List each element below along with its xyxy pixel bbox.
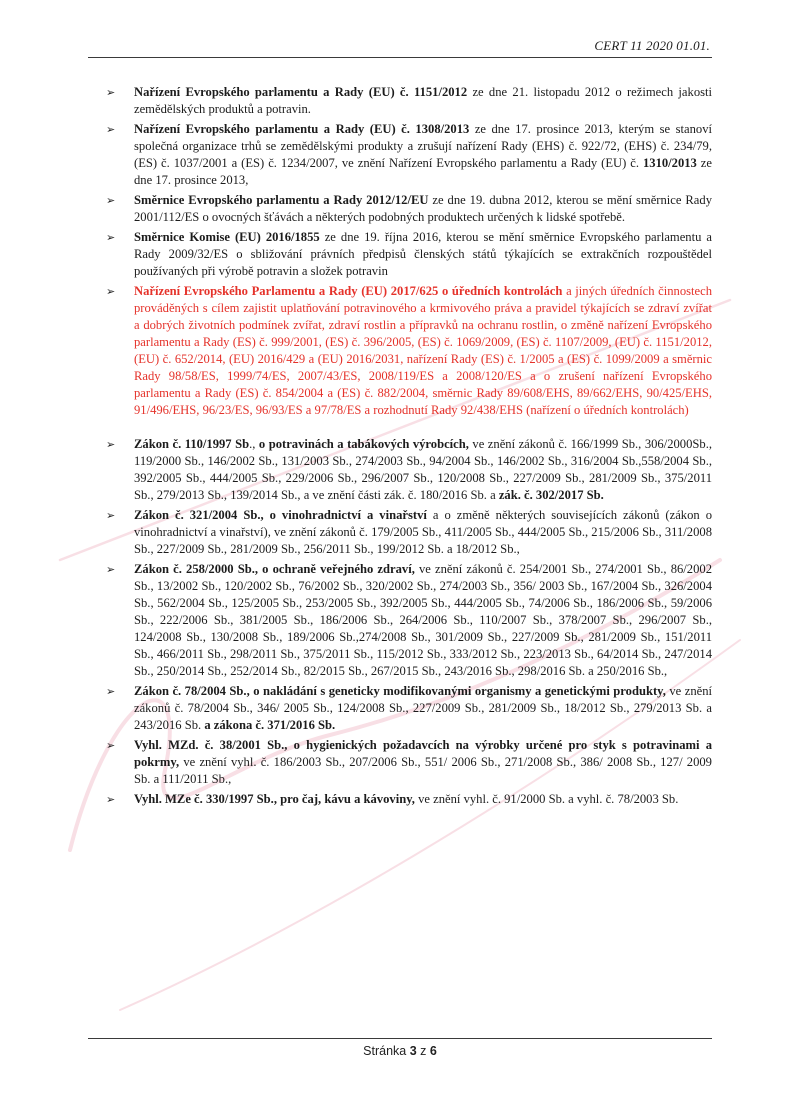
list-item	[106, 561, 712, 680]
arrow-bullet-icon: ➢	[106, 231, 116, 244]
footer-page-number: 3	[409, 1044, 417, 1058]
list-item	[106, 192, 712, 226]
arrow-bullet-icon: ➢	[106, 509, 116, 522]
list-item-text: Směrnice Komise (EU) 2016/1855 ze dne 19. října 2016, kterou se mění směrnice Evropského parlamentu a Rady 2009/32/ES o sbližování právních předpisů členských států týkajících se extrakčních rozpouštědel používaných při výrobě potravin a složek potravin	[134, 230, 712, 278]
list-item	[106, 683, 712, 734]
arrow-bullet-icon: ➢	[106, 86, 116, 99]
arrow-bullet-icon: ➢	[106, 793, 116, 806]
page-footer	[88, 1044, 712, 1058]
footer-of: z	[416, 1044, 430, 1058]
list-item-text: Nařízení Evropského parlamentu a Rady (EU) č. 1151/2012 ze dne 21. listopadu 2012 o režimech jakosti zemědělských produktů a potravin.	[134, 85, 713, 116]
arrow-bullet-icon: ➢	[106, 438, 116, 451]
list-item	[106, 791, 712, 808]
list-item	[106, 283, 712, 419]
footer-total-pages: 6	[429, 1044, 437, 1058]
list-item-text: Zákon č. 78/2004 Sb., o nakládání s geneticky modifikovanými organismy a genetickými produkty, ve znění zákonů č. 78/2004 Sb., 346/ 2005 Sb., 124/2008 Sb., 227/2009 Sb., 281/2009 Sb., 18/2012 Sb., 279/2013 Sb. a 243/2016 Sb. a zákona č. 371/2016 Sb.	[134, 684, 713, 732]
document-code: CERT 11 2020 01.01.	[594, 38, 710, 53]
header-rule	[88, 57, 712, 58]
arrow-bullet-icon: ➢	[106, 194, 116, 207]
list-item-text: Nařízení Evropského Parlamentu a Rady (EU) 2017/625 o úředních kontrolách a jiných úředních činnostech prováděných s cílem zajistit uplatňování potravinového a krmivového práva a pravidel týkajících se zdraví zvířat a dobrých životních podmínek zvířat, zdraví rostlin a přípravků na ochranu rostlin, o změně nařízení Evropského parlamentu a Rady (ES) č. 999/2001, (ES) č. 396/2005, (ES) č. 1069/2009, (ES) č. 1107/2009, (EU) č. 1151/2012, (EU) č. 652/2014, (EU) 2016/429 a (EU) 2016/2031, nařízení Rady (ES) č. 1/2005 a (ES) č. 1099/2009 a směrnic Rady 98/58/ES, 1999/74/ES, 2007/43/ES, 2008/119/ES a 2008/120/ES a o zrušení nařízení Evropského parlamentu a Rady (ES) č. 854/2004 a (ES) č. 882/2004, směrnic Rady 89/608/EHS, 89/662/EHS, 90/425/EHS, 91/496/EHS, 96/23/ES, 96/93/ES a 97/78/ES a rozhodnutí Rady 92/438/EHS (nařízení o úředních kontrolách)	[134, 284, 712, 417]
footer-label: Stránka	[363, 1044, 410, 1058]
list-item-text: Zákon č. 258/2000 Sb., o ochraně veřejného zdraví, ve znění zákonů č. 254/2001 Sb., 274/2001 Sb., 86/2002 Sb., 13/2002 Sb., 120/2002 Sb., 76/2002 Sb., 320/2002 Sb., 274/2003 Sb., 356/ 2003 Sb., 167/2004 Sb., 326/2004 Sb., 562/2004 Sb., 125/2005 Sb., 253/2005 Sb., 392/2005 Sb., 444/2005 Sb., 74/2006 Sb., 186/2006 Sb., 59/2006 Sb., 222/2006 Sb., 381/2005 Sb., 186/2006 Sb., 264/2006 Sb., 110/2007 Sb., 378/2007 Sb., 296/2007 Sb., 124/2008 Sb., 130/2008 Sb., 189/2006 Sb.,274/2008 Sb., 301/2009 Sb., 227/2009 Sb., 281/2009 Sb., 151/2011 Sb., 466/2011 Sb., 298/2011 Sb., 375/2011 Sb., 115/2012 Sb., 333/2012 Sb., 223/2013 Sb., 64/2014 Sb., 247/2014 Sb., 250/2014 Sb., 252/2014 Sb., 82/2015 Sb., 267/2015 Sb., 243/2016 Sb., 298/2016 Sb. a 250/2016 Sb.,	[134, 562, 712, 678]
list-item	[106, 507, 712, 558]
list-item	[106, 737, 712, 788]
list-item-text: Nařízení Evropského parlamentu a Rady (EU) č. 1308/2013 ze dne 17. prosince 2013, kterým se stanoví společná organizace trhů se zemědělskými produkty a zrušují nařízení Rady (EHS) č. 922/72, (EHS) č. 234/79, (ES) č. 1037/2001 a (ES) č. 1234/2007, ve znění Nařízení Evropského parlamentu a Rady (EU) č. 1310/2013 ze dne 17. prosince 2013,	[134, 122, 712, 187]
arrow-bullet-icon: ➢	[106, 285, 116, 298]
list-item	[106, 436, 712, 504]
list-item-text: Zákon č. 110/1997 Sb., o potravinách a tabákových výrobcích, ve znění zákonů č. 166/1999 Sb., 306/2000Sb., 119/2000 Sb., 146/2002 Sb., 131/2003 Sb., 274/2003 Sb., 94/2004 Sb., 146/2002 Sb., 316/2004 Sb.,558/2004 Sb., 392/2005 Sb., 444/2005 Sb., 229/2006 Sb., 296/2007 Sb., 120/2008 Sb., 227/2009 Sb., 281/2009 Sb., 375/2011 Sb., 279/2013 Sb., 139/2014 Sb., a ve znění části zák. č. 180/2016 Sb. a zák. č. 302/2017 Sb.	[134, 437, 712, 502]
list-item-text: Zákon č. 321/2004 Sb., o vinohradnictví a vinařství a o změně některých souvisejících zákonů (zákon o vinohradnictví a vinařství), ve znění zákonů č. 179/2005 Sb., 411/2005 Sb., 444/2005 Sb., 215/2006 Sb., 311/2008 Sb., 227/2009 Sb., 281/2009 Sb., 256/2011 Sb., 199/2012 Sb. a 18/2012 Sb.,	[134, 508, 712, 556]
arrow-bullet-icon: ➢	[106, 123, 116, 136]
list-item-text: Směrnice Evropského parlamentu a Rady 2012/12/EU ze dne 19. dubna 2012, kterou se mění směrnice Rady 2001/112/ES o ovocných šťávách a některých podobných produktech určených k lidské spotřebě.	[134, 193, 712, 224]
regulation-list	[106, 84, 712, 811]
list-item-text: Vyhl. MZd. č. 38/2001 Sb., o hygienických požadavcích na výrobky určené pro styk s potravinami a pokrmy, ve znění vyhl. č. 186/2003 Sb., 207/2006 Sb., 551/ 2006 Sb., 271/2008 Sb., 386/ 2008 Sb., 127/ 2009 Sb. a 111/2011 Sb.,	[134, 738, 712, 786]
arrow-bullet-icon: ➢	[106, 563, 116, 576]
arrow-bullet-icon: ➢	[106, 685, 116, 698]
list-item	[106, 84, 712, 118]
list-item-text: Vyhl. MZe č. 330/1997 Sb., pro čaj, kávu a kávoviny, ve znění vyhl. č. 91/2000 Sb. a vyhl. č. 78/2003 Sb.	[134, 792, 679, 806]
footer-rule	[88, 1038, 712, 1039]
arrow-bullet-icon: ➢	[106, 739, 116, 752]
list-item	[106, 229, 712, 280]
list-item	[106, 121, 712, 189]
